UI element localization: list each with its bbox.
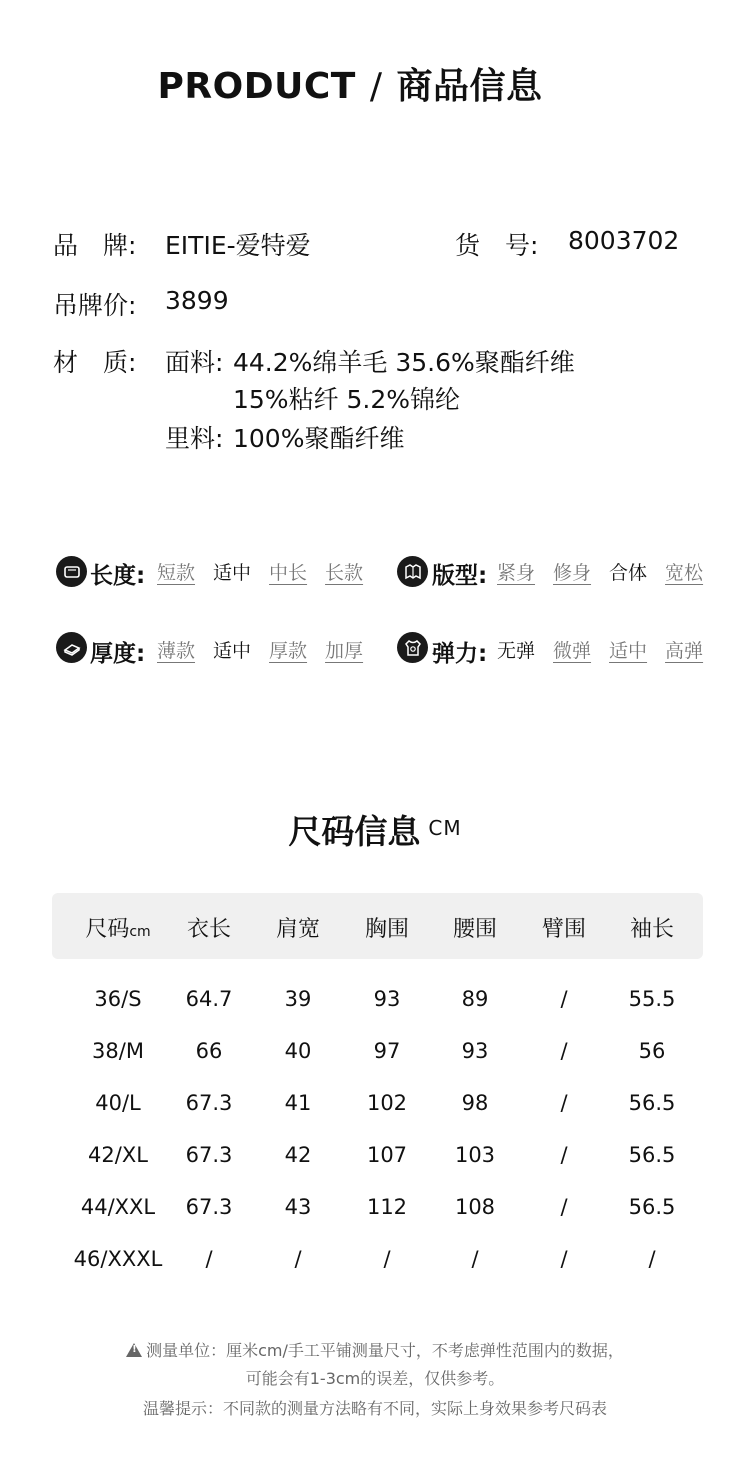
size-table-size-cell: 46/XXXL xyxy=(73,1247,163,1271)
thickness-icon xyxy=(56,632,87,663)
fit-option-tight: 紧身 xyxy=(497,562,536,584)
elasticity-option-high: 高弹 xyxy=(665,640,704,662)
sku-label: 货 号: xyxy=(455,231,539,260)
size-table-header-cell xyxy=(514,912,614,943)
elasticity-label: 弹力: xyxy=(432,641,488,667)
size-table-size-cell: 44/XXL xyxy=(80,1195,156,1219)
size-table-cell: / xyxy=(471,1247,479,1271)
length-option-long: 长款 xyxy=(325,562,364,584)
elasticity-option-moderate: 适中 xyxy=(609,640,648,662)
measurement-note xyxy=(0,1338,750,1361)
length-option-midlong: 中长 xyxy=(269,562,308,584)
size-table-cell: / xyxy=(205,1247,213,1271)
size-table-cell: / xyxy=(560,1091,568,1115)
size-table-cell: 97 xyxy=(373,1039,401,1063)
size-table-cell: 67.3 xyxy=(185,1195,233,1219)
thickness-option-extra-thick: 加厚 xyxy=(325,640,364,662)
size-table-cell: 108 xyxy=(454,1195,496,1219)
size-table-cell: / xyxy=(294,1247,302,1271)
size-table-cell: 40 xyxy=(284,1039,312,1063)
size-table-cell: / xyxy=(648,1247,656,1271)
brand-label: 品 牌: xyxy=(53,231,137,260)
size-table-size-cell: 36/S xyxy=(94,987,142,1011)
size-table-header-label: 臂围 xyxy=(541,917,586,942)
size-table-cell: 112 xyxy=(366,1195,408,1219)
elasticity-icon xyxy=(397,632,428,663)
thickness-label: 厚度: xyxy=(90,641,146,667)
length-label: 长度: xyxy=(90,563,146,589)
size-table-cell: 42 xyxy=(284,1143,312,1167)
lining-label: 里料: xyxy=(165,424,224,453)
fit-option-regular: 合体 xyxy=(609,562,648,584)
size-info-title xyxy=(0,806,750,853)
size-table-header-unit: cm xyxy=(129,924,151,940)
size-table-cell: 67.3 xyxy=(185,1091,233,1115)
friendly-reminder: 温馨提示：不同款的测量方法略有不同，实际上身效果参考尺码表 xyxy=(142,1399,607,1418)
size-table-header-label: 尺码 xyxy=(85,917,130,942)
size-table-header-cell xyxy=(248,912,348,943)
size-table-header-label: 胸围 xyxy=(364,917,409,942)
fabric-line-1: 44.2%绵羊毛 35.6%聚酯纤维 xyxy=(233,348,575,377)
size-table-size-cell: 42/XL xyxy=(88,1143,148,1167)
fit-option-loose: 宽松 xyxy=(665,562,704,584)
size-table-cell: 56.5 xyxy=(628,1195,676,1219)
size-table-cell: 93 xyxy=(461,1039,489,1063)
title-cn: 商品信息 xyxy=(396,66,543,107)
thickness-option-regular: 适中 xyxy=(213,640,252,662)
size-table-cell: 102 xyxy=(366,1091,408,1115)
size-table-header-label: 腰围 xyxy=(452,917,497,942)
size-table-cell: 43 xyxy=(284,1195,312,1219)
size-table-size-cell: 40/L xyxy=(95,1091,141,1115)
fabric-line-2: 15%粘纤 5.2%锦纶 xyxy=(233,385,461,414)
title-slash: / xyxy=(369,66,383,107)
size-table-header-cell xyxy=(159,912,259,943)
elasticity-option-none: 无弹 xyxy=(497,640,536,662)
size-table-header-cell xyxy=(425,912,525,943)
price-label: 吊牌价: xyxy=(53,291,137,320)
size-table-cell: 64.7 xyxy=(185,987,233,1011)
fit-icon xyxy=(397,556,428,587)
size-table-cell: 56 xyxy=(638,1039,666,1063)
length-options xyxy=(157,558,363,585)
size-table-cell: / xyxy=(560,1039,568,1063)
size-table-cell: 56.5 xyxy=(628,1091,676,1115)
size-table-header-cell xyxy=(602,912,702,943)
thickness-option-thick: 厚款 xyxy=(269,640,308,662)
size-table-cell: 39 xyxy=(284,987,312,1011)
title-en: PRODUCT xyxy=(157,66,356,107)
size-table-cell: 56.5 xyxy=(628,1143,676,1167)
size-table-cell: / xyxy=(560,1143,568,1167)
brand-value: EITIE-爱特爱 xyxy=(165,231,311,260)
size-info-unit: CM xyxy=(428,816,462,840)
fit-option-slim: 修身 xyxy=(553,562,592,584)
size-table-cell: / xyxy=(383,1247,391,1271)
size-table-header-cell xyxy=(68,912,168,943)
size-table-cell: 66 xyxy=(195,1039,223,1063)
size-table-cell: 55.5 xyxy=(628,987,676,1011)
thickness-option-thin: 薄款 xyxy=(157,640,196,662)
fit-options xyxy=(497,558,703,585)
length-icon xyxy=(56,556,87,587)
size-table-cell: 67.3 xyxy=(185,1143,233,1167)
size-info-heading: 尺码信息 xyxy=(288,812,421,851)
size-table-cell: 103 xyxy=(454,1143,496,1167)
size-table-cell: 89 xyxy=(461,987,489,1011)
size-table-size-cell: 38/M xyxy=(92,1039,144,1063)
size-table-cell: / xyxy=(560,987,568,1011)
measurement-note-line-1: 测量单位：厘米cm/手工平铺测量尺寸，不考虑弹性范围内的数据， xyxy=(146,1341,624,1360)
price-value: 3899 xyxy=(165,286,229,315)
length-option-regular: 适中 xyxy=(213,562,252,584)
warning-icon xyxy=(126,1343,142,1357)
size-table-header-label: 肩宽 xyxy=(275,917,320,942)
length-option-short: 短款 xyxy=(157,562,196,584)
thickness-options xyxy=(157,636,363,663)
measurement-note-line-2: 可能会有1-3cm的误差，仅供参考。 xyxy=(245,1369,505,1388)
size-table-cell: 98 xyxy=(461,1091,489,1115)
size-table-cell: / xyxy=(560,1247,568,1271)
size-table-cell: 41 xyxy=(284,1091,312,1115)
fit-label: 版型: xyxy=(432,563,488,589)
size-table-header-cell xyxy=(337,912,437,943)
size-table-cell: 93 xyxy=(373,987,401,1011)
lining-value: 100%聚酯纤维 xyxy=(233,424,405,453)
size-table-header-label: 衣长 xyxy=(186,917,231,942)
size-table-cell: 107 xyxy=(366,1143,408,1167)
material-label: 材 质: xyxy=(53,348,137,377)
size-table-header-label: 袖长 xyxy=(629,917,674,942)
sku-value: 8003702 xyxy=(568,226,680,255)
page-title xyxy=(0,58,700,109)
elasticity-options xyxy=(497,636,703,663)
size-table-cell: / xyxy=(560,1195,568,1219)
elasticity-option-slight: 微弹 xyxy=(553,640,592,662)
fabric-label: 面料: xyxy=(165,348,224,377)
